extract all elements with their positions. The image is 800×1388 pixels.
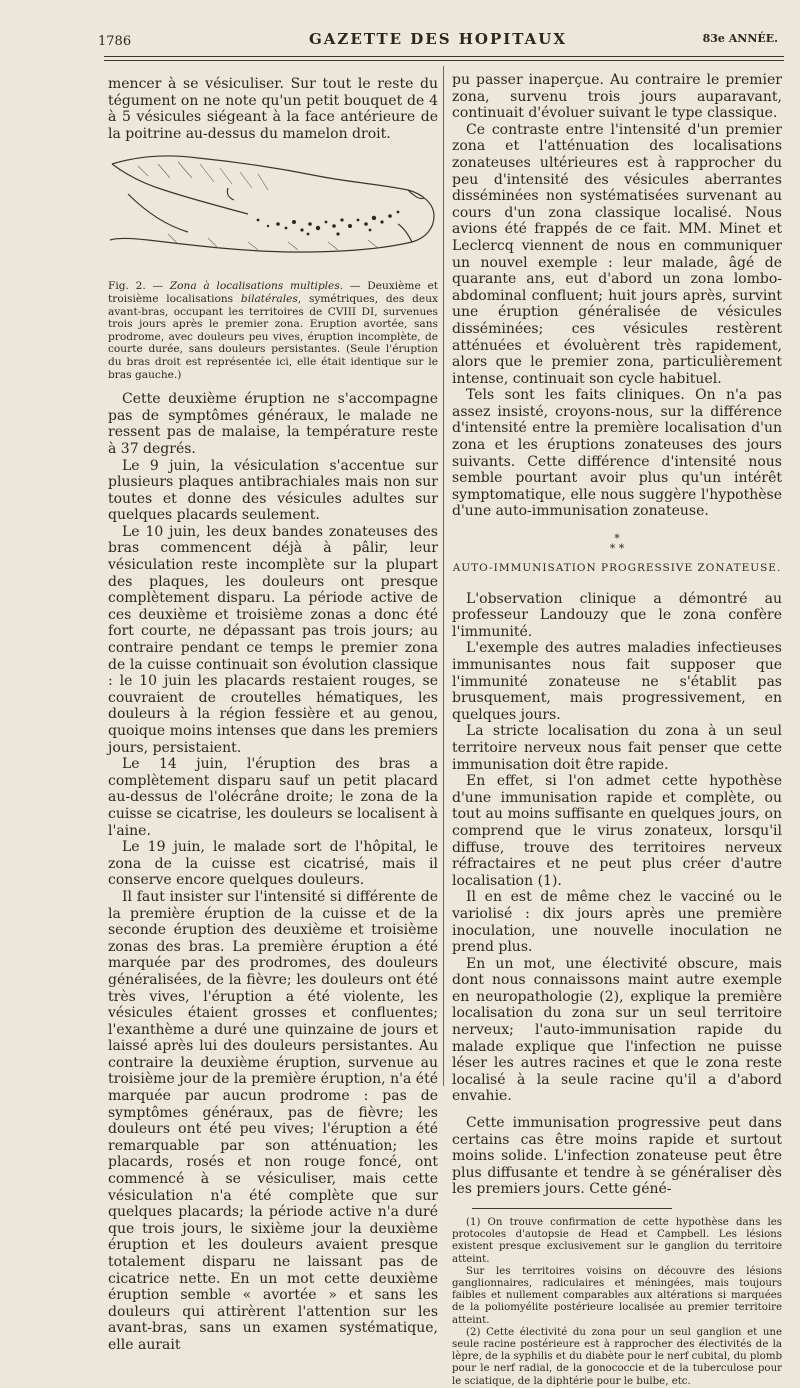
figure-caption [108, 280, 438, 381]
left-column [108, 76, 438, 1354]
header-rule [104, 56, 784, 57]
right-column [452, 72, 782, 1388]
paragraph: mencer à se vésiculiser. Sur tout le reste du tégument on ne note qu'un petit bouquet de 4 à 5 vésicules siégeant à la face antérieure de la poitrine au-dessus du mamelon droit. [108, 76, 438, 142]
paragraph: Il en est de même chez le vacciné ou le variolisé : dix jours après une première inoculation, une nouvelle inoculation ne prend plus. [452, 889, 782, 956]
journal-title: GAZETTE DES HOPITAUX [308, 30, 567, 48]
paragraph: Le 10 juin, les deux bandes zonateuses des bras commencent déjà à pâlir, leur vésiculation reste incomplète sur la plupart des plaques, les douleurs ont presque complètement disparu. La période active de ces deuxième et troisième zonas a donc été fort courte, ne dépassant pas trois jours; au contraire pendant ce temps le premier zona de la cuisse continuait son évolution classique : le 10 juin les placards restaient rouges, se couvraient de croutelles hématiques, les douleurs à la région fessière et au genou, quoique moins intenses que dans les premiers jours, persistaient. [108, 523, 438, 756]
paragraph: Cette deuxième éruption ne s'accompagne pas de symptômes généraux, le malade ne ressent pas de malaise, la température reste à 37 degrés. [108, 391, 438, 457]
paragraph: Le 9 juin, la vésiculation s'accentue sur plusieurs plaques antibrachiales mais non sur toutes et donne des vésicules adultes sur quelques placards seulement. [108, 457, 438, 524]
page-number: 1786 [98, 34, 132, 49]
paragraph: En un mot, une électivité obscure, mais dont nous connaissons maint autre exemple en neuropathologie (2), explique la première localisation du zona sur un seul territoire nerveux; l'auto-immunisation rapide du malade explique que l'infection ne puisse léser les autres racines et que le zona reste localisé à la seule racine qu'il a d'abord envahie. [452, 955, 782, 1105]
page-header [98, 28, 778, 52]
footnote-rule [472, 1208, 672, 1209]
forearm-drawing [108, 154, 438, 274]
caption-text: , symétriques, des deux avant-bras, occupant les territoires de CVIII DI, survenues trois jours après le premier zona. Eruption avortée, sans prodrome, avec douleurs peu vives, éruption incomplète, de courte durée, sans douleurs persistantes. (Seule l'éruption du bras droit est représentée ici, elle était identique sur le bras gauche.) [108, 292, 439, 381]
caption-emphasis: bilatérales [240, 292, 298, 305]
column-divider [443, 66, 444, 1086]
paragraph: Ce contraste entre l'intensité d'un premier zona et l'atténuation des localisations zonateuses ultérieures est à rapprocher du peu d'intensité des vésicules aberrantes disséminées non systématisées survenant au cours d'un zona classique localisé. Nous avions été frappés de ce fait. MM. Minet et Leclercq viennent de nous en communiquer un nouvel exemple : leur malade, âgé de quarante ans, eut d'abord un zona lombo-abdominal confluent; huit jours après, survint une éruption généralisée de vésicules disséminées; ces vésicules restèrent atténuées et évoluèrent très rapidement, alors que le premier zona, particulièrement intense, continuait son cycle habituel. [452, 121, 782, 387]
spacer [452, 1105, 782, 1115]
footnotes [452, 1217, 782, 1388]
footnote: (2) Cette électivité du zona pour un seul ganglion et une seule racine postérieure est à rapprocher des électivités de la lèpre, de la syphilis et du diabète pour le nerf cubital, du plomb pour le nerf radial, de la gonococcie et de la tuberculose pour le sciatique, de la diphtérie pour le bulbe, etc. [452, 1326, 782, 1387]
year-label: 83e ANNÉE. [702, 32, 778, 45]
separator-stars: * * [609, 542, 625, 556]
paragraph: En effet, si l'on admet cette hypothèse d'une immunisation rapide et complète, ou tout au moins suffisante en quelques jours, on comprend que le virus zonateux, lorsqu'il diffuse, trouve des territoires nerveux réfractaires et ne peut plus créer d'autre localisation (1). [452, 773, 782, 889]
caption-text: — Deuxième et troisième localisations [108, 280, 438, 305]
paragraph: Le 19 juin, le malade sort de l'hôpital, le zona de la cuisse est cicatrisé, mais il conserve encore quelques douleurs. [108, 839, 438, 889]
header-rule-secondary [104, 60, 784, 61]
figure-forearm-illustration [108, 154, 438, 274]
paragraph: L'observation clinique a démontré au professeur Landouzy que le zona confère l'immunité. [452, 590, 782, 640]
footnote: (1) On trouve confirmation de cette hypothèse dans les protocoles d'autopsie de Head et Campbell. Les lésions existent presque exclusivement sur le ganglion du territoire atteint. [452, 1217, 782, 1265]
paragraph: La stricte localisation du zona à un seul territoire nerveux nous fait penser que cette immunisation doit être rapide. [452, 723, 782, 773]
paragraph: Cette immunisation progressive peut dans certains cas être moins rapide et surtout moins solide. L'infection zonateuse peut être plus diffusante et tendre à se généraliser dès les premiers jours. Cette géné- [452, 1115, 782, 1198]
caption-title: Zona à localisations multiples. [169, 280, 344, 293]
separator-star: * [614, 532, 620, 546]
paragraph: L'exemple des autres maladies infectieuses immunisantes nous fait supposer que l'immunité zonateuse ne s'établit pas brusquement, mais progressivement, en quelques jours. [452, 640, 782, 723]
paragraph: Le 14 juin, l'éruption des bras a complètement disparu sauf un petit placard au-dessus de l'olécrâne droite; le zona de la cuisse se cicatrise, les douleurs se localisent à l'aine. [108, 756, 438, 839]
paragraph: Tels sont les faits cliniques. On n'a pas assez insisté, croyons-nous, sur la différence d'intensité entre la première localisation d'un zona et les éruptions zonateuses des jours suivants. Cette différence d'intensité nous semble pourtant avoir plus qu'un intérêt symptomatique, elle nous suggère l'hypothèse d'une auto-immunisation zonateuse. [452, 387, 782, 520]
footnote: Sur les territoires voisins on découvre des lésions ganglionnaires, radiculaires et méningées, mais toujours faibles et nullement comparables aux altérations si marquées de la poliomyélite postérieure localisée au premier territoire atteint. [452, 1265, 782, 1326]
paragraph: Il faut insister sur l'intensité si différente de la première éruption de la cuisse et de la seconde éruption des deuxième et troisième zonas des bras. La première éruption a été marquée par des prodromes, des douleurs généralisées, de la fièvre; les douleurs ont été très vives, l'éruption a été violente, les vésicules étaient grosses et confluentes; l'exanthème a duré une quinzaine de jours et laissé après lui des douleurs persistantes. Au contraire la deuxième éruption, survenue au troisième jour de la première éruption, n'a été marquée par aucun prodrome : pas de symptômes généraux, pas de fièvre; les douleurs ont été peu vives; l'éruption a été remarquable par son atténuation; les placards, rosés et non rouge foncé, ont commencé à se vésiculiser, mais cette vésiculation n'a été complète que sur quelques placards; la période active n'a duré que trois jours, le sixième jour la deuxième éruption et les douleurs avaient presque totalement disparu ne laissant pas de cicatrice nette. En un mot cette deuxième éruption semble « avortée » et sans les douleurs qui attirèrent l'attention sur les avant-bras, sans un examen systématique, elle aurait [108, 888, 438, 1353]
paragraph: pu passer inaperçue. Au contraire le premier zona, survenu trois jours auparavant, continuait d'évoluer suivant le type classique. [452, 72, 782, 122]
section-separator [452, 534, 782, 554]
section-title: AUTO-IMMUNISATION PROGRESSIVE ZONATEUSE. [452, 562, 782, 575]
caption-lead: Fig. 2. — [108, 280, 170, 293]
